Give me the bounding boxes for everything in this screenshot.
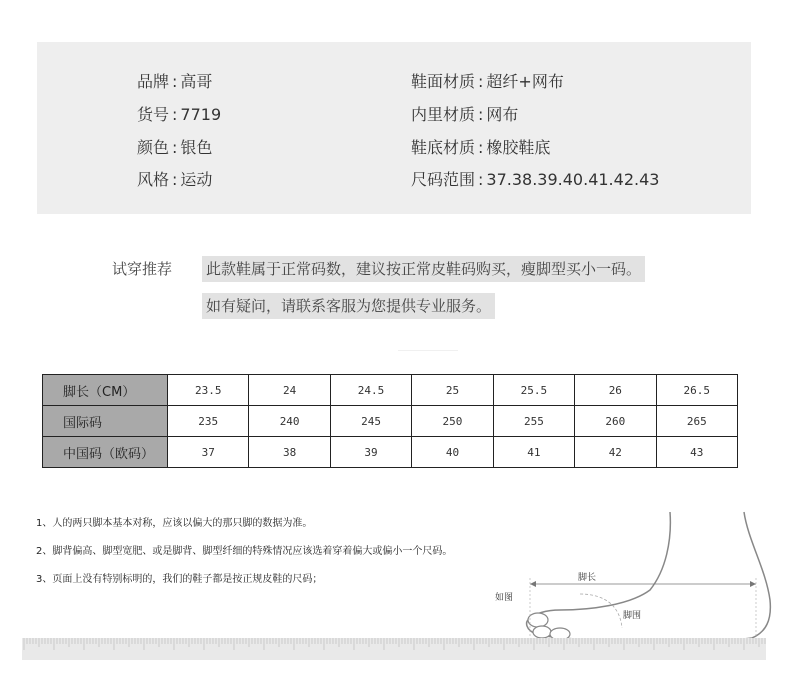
spec-upper-material: 鞋面材质 : 超纤+网布 [411, 72, 564, 91]
ruler-strip [22, 638, 766, 660]
table-row [43, 437, 738, 468]
table-cell: 23.5 [168, 375, 249, 406]
table-cell: 25 [412, 375, 493, 406]
table-cell: 41 [493, 437, 574, 468]
table-cell: 24.5 [330, 375, 411, 406]
fit-recommendation-text: 此款鞋属于正常码数，建议按正常皮鞋码购买，瘦脚型买小一码。 [202, 256, 645, 282]
foot-measurement-illustration [480, 510, 780, 645]
fit-recommendation-label: 试穿推荐 [112, 260, 173, 278]
spec-item-number: 货号 : 7719 [137, 105, 222, 124]
table-cell: 26.5 [656, 375, 737, 406]
table-cell: 255 [493, 406, 574, 437]
spec-sole-material: 鞋底材质 : 橡胶鞋底 [411, 138, 551, 157]
product-specs-panel [37, 42, 751, 214]
spec-color: 颜色 : 银色 [137, 138, 213, 157]
note-item: 1、人的两只脚本基本对称，应该以偏大的那只脚的数据为准。 [36, 518, 313, 529]
foot-length-label: 脚长 [578, 573, 597, 583]
foot-girth-label: 脚围 [623, 611, 642, 621]
row-header: 中国码（欧码） [43, 437, 168, 468]
table-row [43, 375, 738, 406]
spec-size-range: 尺码范围 : 37.38.39.40.41.42.43 [411, 170, 660, 189]
spec-lining-material: 内里材质 : 网布 [411, 105, 519, 124]
girth-curve [580, 594, 622, 628]
foot-outline-icon [527, 512, 771, 642]
note-item: 2、脚背偏高、脚型宽肥、或是脚背、脚型纤细的特殊情况应该选着穿着偏大或偏小一个尺码。 [36, 546, 453, 557]
row-header: 脚长（CM） [43, 375, 168, 406]
table-row [43, 406, 738, 437]
table-cell: 38 [249, 437, 330, 468]
table-cell: 42 [575, 437, 656, 468]
table-cell: 26 [575, 375, 656, 406]
size-chart-table [42, 374, 738, 468]
table-cell: 37 [168, 437, 249, 468]
table-cell: 250 [412, 406, 493, 437]
toe-icon [528, 613, 548, 627]
divider [398, 350, 458, 351]
table-cell: 260 [575, 406, 656, 437]
arrow-right-icon [750, 581, 756, 587]
ruler-background [22, 638, 766, 660]
table-cell: 24 [249, 375, 330, 406]
figure-label: 如图 [495, 593, 514, 603]
spec-style: 风格 : 运动 [137, 170, 213, 189]
table-cell: 40 [412, 437, 493, 468]
note-item: 3、页面上没有特别标明的，我们的鞋子都是按正规皮鞋的尺码； [36, 574, 323, 585]
table-cell: 43 [656, 437, 737, 468]
toe-icon [533, 626, 551, 638]
fit-contact-text: 如有疑问，请联系客服为您提供专业服务。 [202, 293, 495, 319]
row-header: 国际码 [43, 406, 168, 437]
table-cell: 265 [656, 406, 737, 437]
spec-brand: 品牌 : 高哥 [137, 72, 213, 91]
table-cell: 39 [330, 437, 411, 468]
table-cell: 245 [330, 406, 411, 437]
table-cell: 25.5 [493, 375, 574, 406]
table-cell: 240 [249, 406, 330, 437]
arrow-left-icon [530, 581, 536, 587]
table-cell: 235 [168, 406, 249, 437]
